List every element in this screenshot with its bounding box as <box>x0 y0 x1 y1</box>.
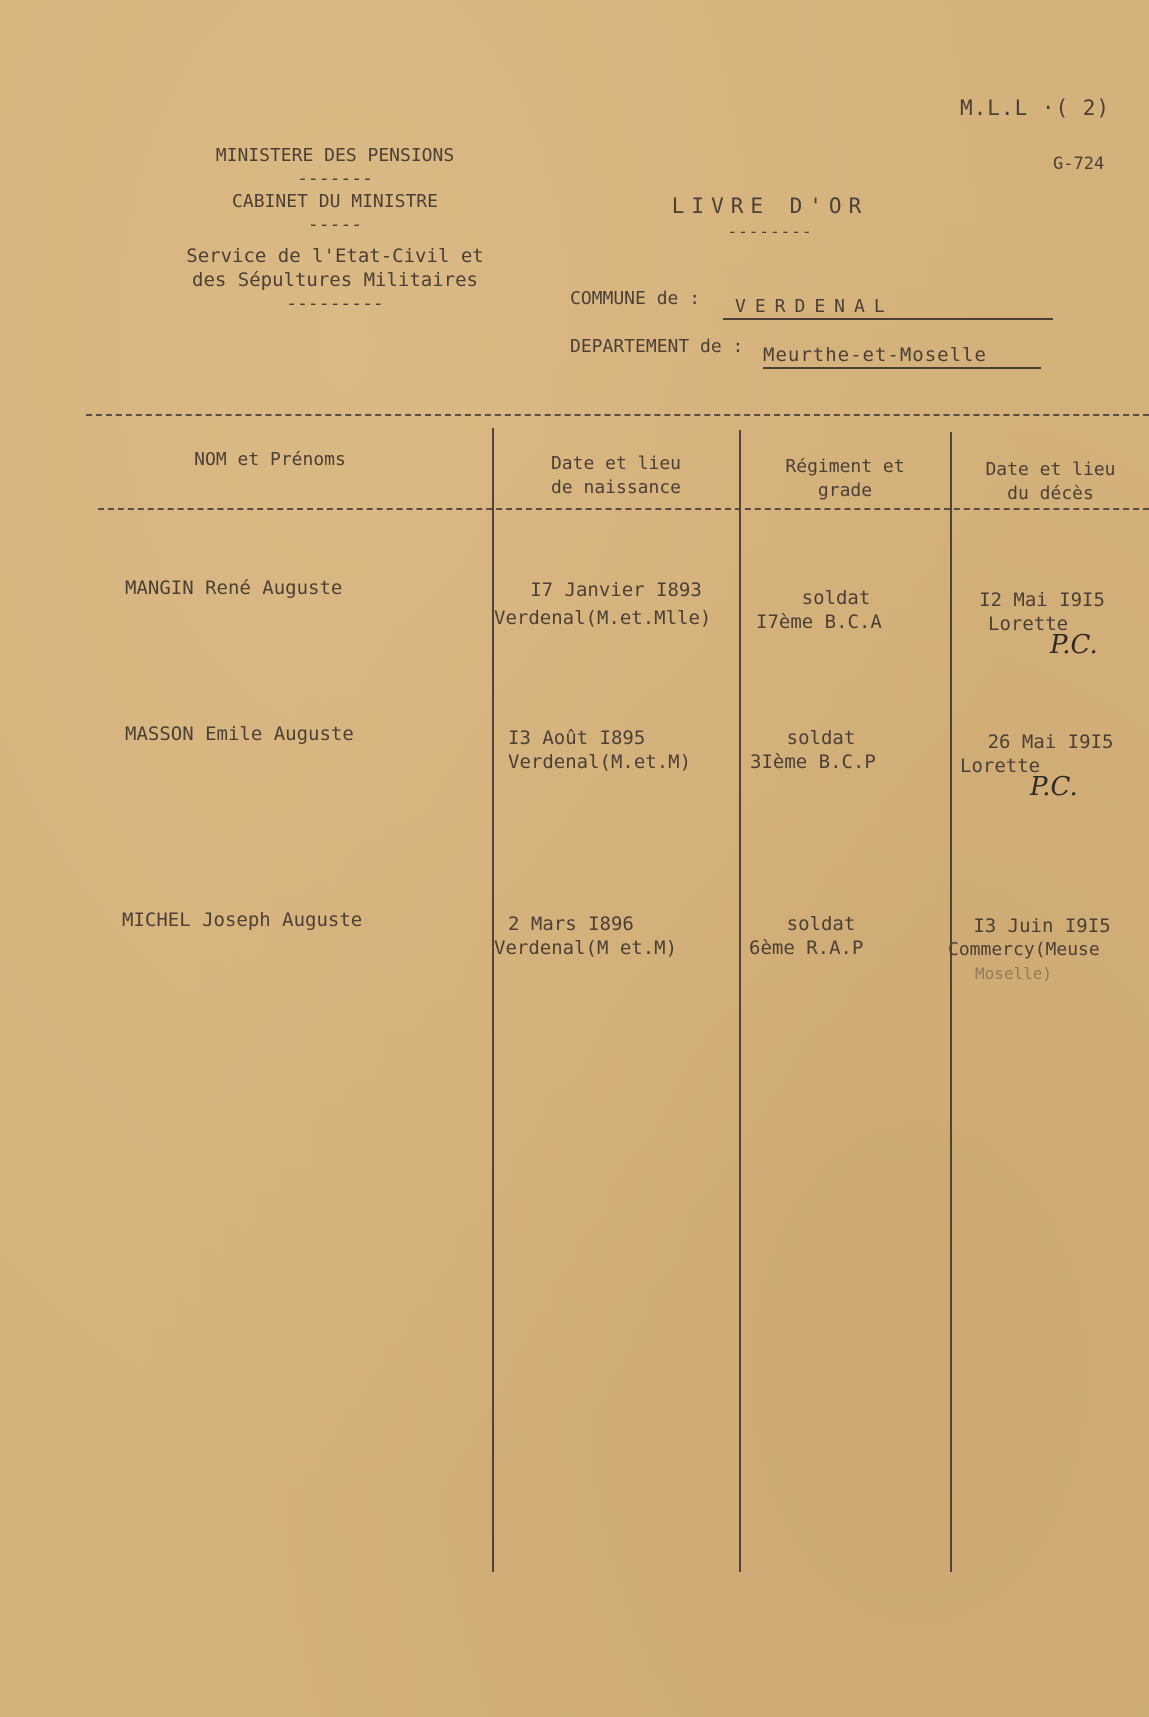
row-grade: soldat <box>786 727 856 749</box>
ministry-block <box>175 144 495 315</box>
cabinet-rule: ----- <box>307 214 363 235</box>
row-birth-place: Verdenal(M et.M) <box>494 937 678 959</box>
document-title: LIVRE D'OR <box>671 194 869 218</box>
document-code: G-724 <box>1053 154 1105 174</box>
service-line-1: Service de l'Etat-Civil et <box>186 245 484 267</box>
row-death-place: Lorette <box>960 755 1041 777</box>
row-name: MANGIN René Auguste <box>125 577 343 599</box>
row-birth-date: I7 Janvier I893 <box>530 579 702 601</box>
row-birth-date: 2 Mars I896 <box>508 913 634 935</box>
column-header-regiment: Régiment et grade <box>785 456 905 501</box>
header-bottom-rule <box>98 508 1149 510</box>
row-death-place: Commercy(Meuse <box>948 939 1100 960</box>
column-header-birth: Date et lieu de naissance <box>550 453 682 498</box>
row-death-date: I3 Juin I9I5 <box>973 915 1111 937</box>
ministry-rule: ------- <box>297 168 373 189</box>
row-death-date: 26 Mai I9I5 <box>987 731 1114 753</box>
cabinet-name: CABINET DU MINISTRE <box>232 191 438 212</box>
table-top-rule <box>86 414 1149 416</box>
handwritten-initials: P.C. <box>1030 772 1078 802</box>
row-death-place: Lorette <box>988 613 1069 635</box>
row-regiment: 3Ième B.C.P <box>750 751 876 773</box>
row-name: MICHEL Joseph Auguste <box>122 909 363 931</box>
departement-value: Meurthe-et-Moselle <box>763 343 1041 369</box>
service-rule: --------- <box>286 293 384 314</box>
row-death-date: I2 Mai I9I5 <box>979 589 1105 611</box>
row-birth-place: Verdenal(M.et.Mlle) <box>494 607 712 629</box>
row-name: MASSON Emile Auguste <box>125 723 354 745</box>
commune-label: COMMUNE de : <box>570 288 701 309</box>
document-reference: M.L.L ·( 2) <box>960 96 1111 120</box>
row-grade: soldat <box>801 587 871 609</box>
commune-value: VERDENAL <box>723 296 1053 320</box>
title-rule: -------- <box>727 222 813 241</box>
ministry-name: MINISTERE DES PENSIONS <box>215 145 455 166</box>
service-line-2: des Sépultures Militaires <box>192 269 478 291</box>
row-regiment: 6ème R.A.P <box>749 937 864 959</box>
departement-label: DEPARTEMENT de : <box>570 336 744 357</box>
row-birth-place: Verdenal(M.et.M) <box>508 751 692 773</box>
handwritten-initials: P.C. <box>1050 630 1098 660</box>
column-header-name: NOM et Prénoms <box>194 449 346 470</box>
row-death-place-continued: Moselle) <box>975 964 1053 983</box>
row-regiment: I7ème B.C.A <box>756 611 882 633</box>
row-grade: soldat <box>786 913 856 935</box>
row-birth-date: I3 Août I895 <box>508 727 646 749</box>
column-header-death: Date et lieu du décès <box>985 459 1116 504</box>
